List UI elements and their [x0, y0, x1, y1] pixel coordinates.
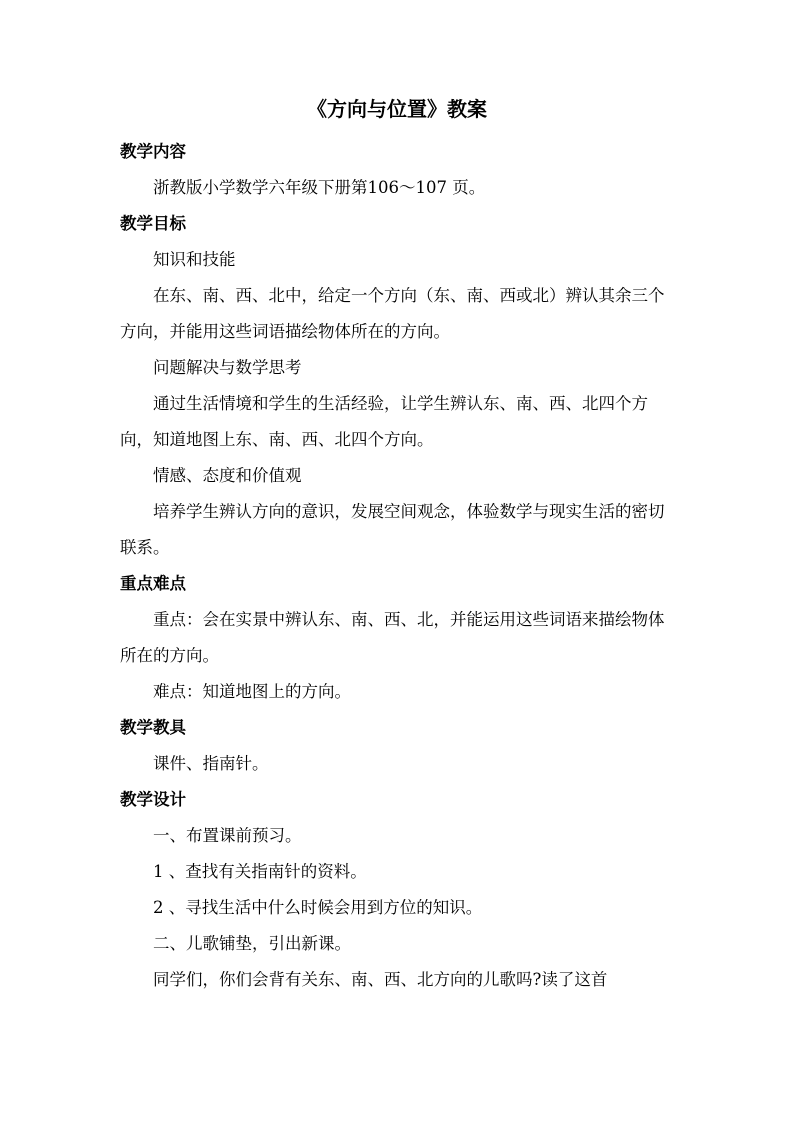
- content-text: 浙教版小学数学六年级下册第106～107 页。: [153, 178, 486, 197]
- paragraph-knowledge-skills: 在东、南、西、北中，给定一个方向（东、南、西或北）辨认其余三个方向，并能用这些词语描绘物体所在的方向。: [120, 286, 665, 341]
- section-heading-key-points: 重点难点: [120, 574, 186, 593]
- document-title: 《方向与位置》教案: [307, 97, 487, 121]
- paragraph-problem-solving: 通过生活情境和学生的生活经验，让学生辨认东、南、西、北四个方向，知道地图上东、南、西、北四个方向。: [120, 394, 648, 449]
- paragraph-attitude-values: 培养学生辨认方向的意识，发展空间观念，体验数学与现实生活的密切联系。: [120, 502, 665, 557]
- design-step-2: 二、儿歌铺垫，引出新课。: [153, 934, 351, 953]
- design-step-1-item-1: 1 、查找有关指南针的资料。: [153, 862, 367, 881]
- design-step-1-item-2: 2 、寻找生活中什么时候会用到方位的知识。: [153, 898, 483, 917]
- subheading-attitude-values: 情感、态度和价值观: [153, 466, 302, 485]
- section-heading-objectives: 教学目标: [120, 214, 186, 233]
- design-step-1: 一、布置课前预习。: [153, 826, 302, 845]
- section-heading-content: 教学内容: [120, 142, 186, 161]
- paragraph-difficulty: 难点：知道地图上的方向。: [153, 682, 351, 701]
- design-step-2-text: 同学们，你们会背有关东、南、西、北方向的儿歌吗?读了这首: [153, 970, 608, 989]
- subheading-problem-solving: 问题解决与数学思考: [153, 358, 302, 377]
- section-heading-design: 教学设计: [120, 790, 186, 809]
- paragraph-key-point: 重点：会在实景中辨认东、南、西、北，并能运用这些词语来描绘物体所在的方向。: [120, 610, 665, 665]
- document-body: [120, 134, 680, 998]
- subheading-knowledge-skills: 知识和技能: [153, 250, 236, 269]
- section-heading-teaching-aids: 教学教具: [120, 718, 186, 737]
- teaching-aids-text: 课件、指南针。: [153, 754, 269, 773]
